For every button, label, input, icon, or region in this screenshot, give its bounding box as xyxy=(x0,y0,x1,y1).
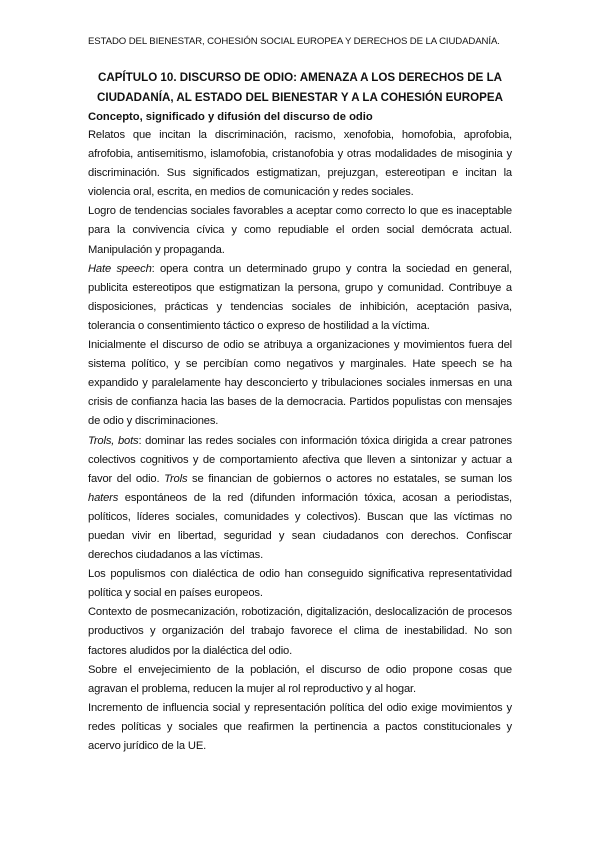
paragraph-7: Contexto de posmecanización, robotización, digitalización, deslocalización de procesos productivos y organización del trabajo favorece el clima de inestabilidad. No son factores aludidos por la dialéctica del odio. xyxy=(88,606,512,657)
paragraph-2: Logro de tendencias sociales favorables a aceptar como correcto lo que es inaceptable para la convivencia cívica y como repudiable el orden social demócrata actual. Manipulación y propaganda. xyxy=(88,205,512,256)
paragraph-5-text-b: se financian de gobiernos o actores no estatales, se suman los xyxy=(187,472,512,485)
chapter-title: CAPÍTULO 10. DISCURSO DE ODIO: AMENAZA A LOS DERECHOS DE LA CIUDADANÍA, AL ESTADO DEL BIENESTAR Y A LA COHESIÓN EUROPEA xyxy=(96,71,504,104)
paragraph-5-text-c: espontáneos de la red (difunden información tóxica, acosan a periodistas, políticos, líderes sociales, comunidades y colectivos). Buscan que las víctimas no puedan vivir en libertad, seguridad y sean ciudadanos con derechos. Confiscar derechos ciudadanos a las víctimas. xyxy=(88,491,512,562)
running-header: ESTADO DEL BIENESTAR, COHESIÓN SOCIAL EUROPEA Y DERECHOS DE LA CIUDADANÍA. xyxy=(88,36,500,47)
section-heading: Concepto, significado y difusión del discurso de odio xyxy=(88,111,373,123)
term-haters: haters xyxy=(88,491,119,504)
paragraph-4: Inicialmente el discurso de odio se atribuya a organizaciones y movimientos fuera del sistema político, y se percibían como negativos y marginales. Hate speech se ha expandido y paralelamente hay desconcierto y tribulaciones sociales inmersas en una crisis de confianza hacia las bases de la democracia. Partidos populistas con mensajes de odio y discriminaciones. xyxy=(88,339,512,428)
paragraph-9: Incremento de influencia social y representación política del odio exige movimientos y redes políticas y sociales que reafirmen la pertinencia a pactos constitucionales y acervo jurídico de la UE. xyxy=(88,701,512,752)
paragraph-8: Sobre el envejecimiento de la población, el discurso de odio propone cosas que agravan el problema, reducen la mujer al rol reproductivo y al hogar. xyxy=(88,663,512,695)
term-trols-bots: Trols, bots xyxy=(88,434,139,447)
paragraph-5-text-a: : dominar las redes sociales con información tóxica dirigida a crear patrones colectivos cognitivos y de comportamiento afectiva que lleven a sintonizar y actuar a favor del odio. xyxy=(88,434,513,485)
term-hate-speech: Hate speech xyxy=(88,262,152,275)
paragraph-3-text: : opera contra un determinado grupo y contra la sociedad en general, publicita estereotipos que estigmatizan la persona, grupo y comunidad. Contribuye a disposiciones, prácticas y tendencias sociales de inhibición, aceptación pasiva, tolerancia o consentimiento táctico o expreso de hostilidad a la víctima. xyxy=(88,262,513,332)
paragraph-1: Relatos que incitan la discriminación, racismo, xenofobia, homofobia, aprofobia, afrofobia, antisemitismo, islamofobia, cristanofobia y otras modalidades de misoginia y discriminación. Sus significados estigmatizan, prejuzgan, estereotipan e incitan la violencia oral, escrita, en medios de comunicación y redes sociales. xyxy=(88,129,512,199)
paragraph-3 xyxy=(88,260,512,336)
paragraph-5 xyxy=(88,432,512,566)
body-text xyxy=(88,126,512,756)
paragraph-6: Los populismos con dialéctica de odio han conseguido significativa representatividad política y social en países europeos. xyxy=(88,568,512,600)
term-trols: Trols xyxy=(164,472,188,485)
